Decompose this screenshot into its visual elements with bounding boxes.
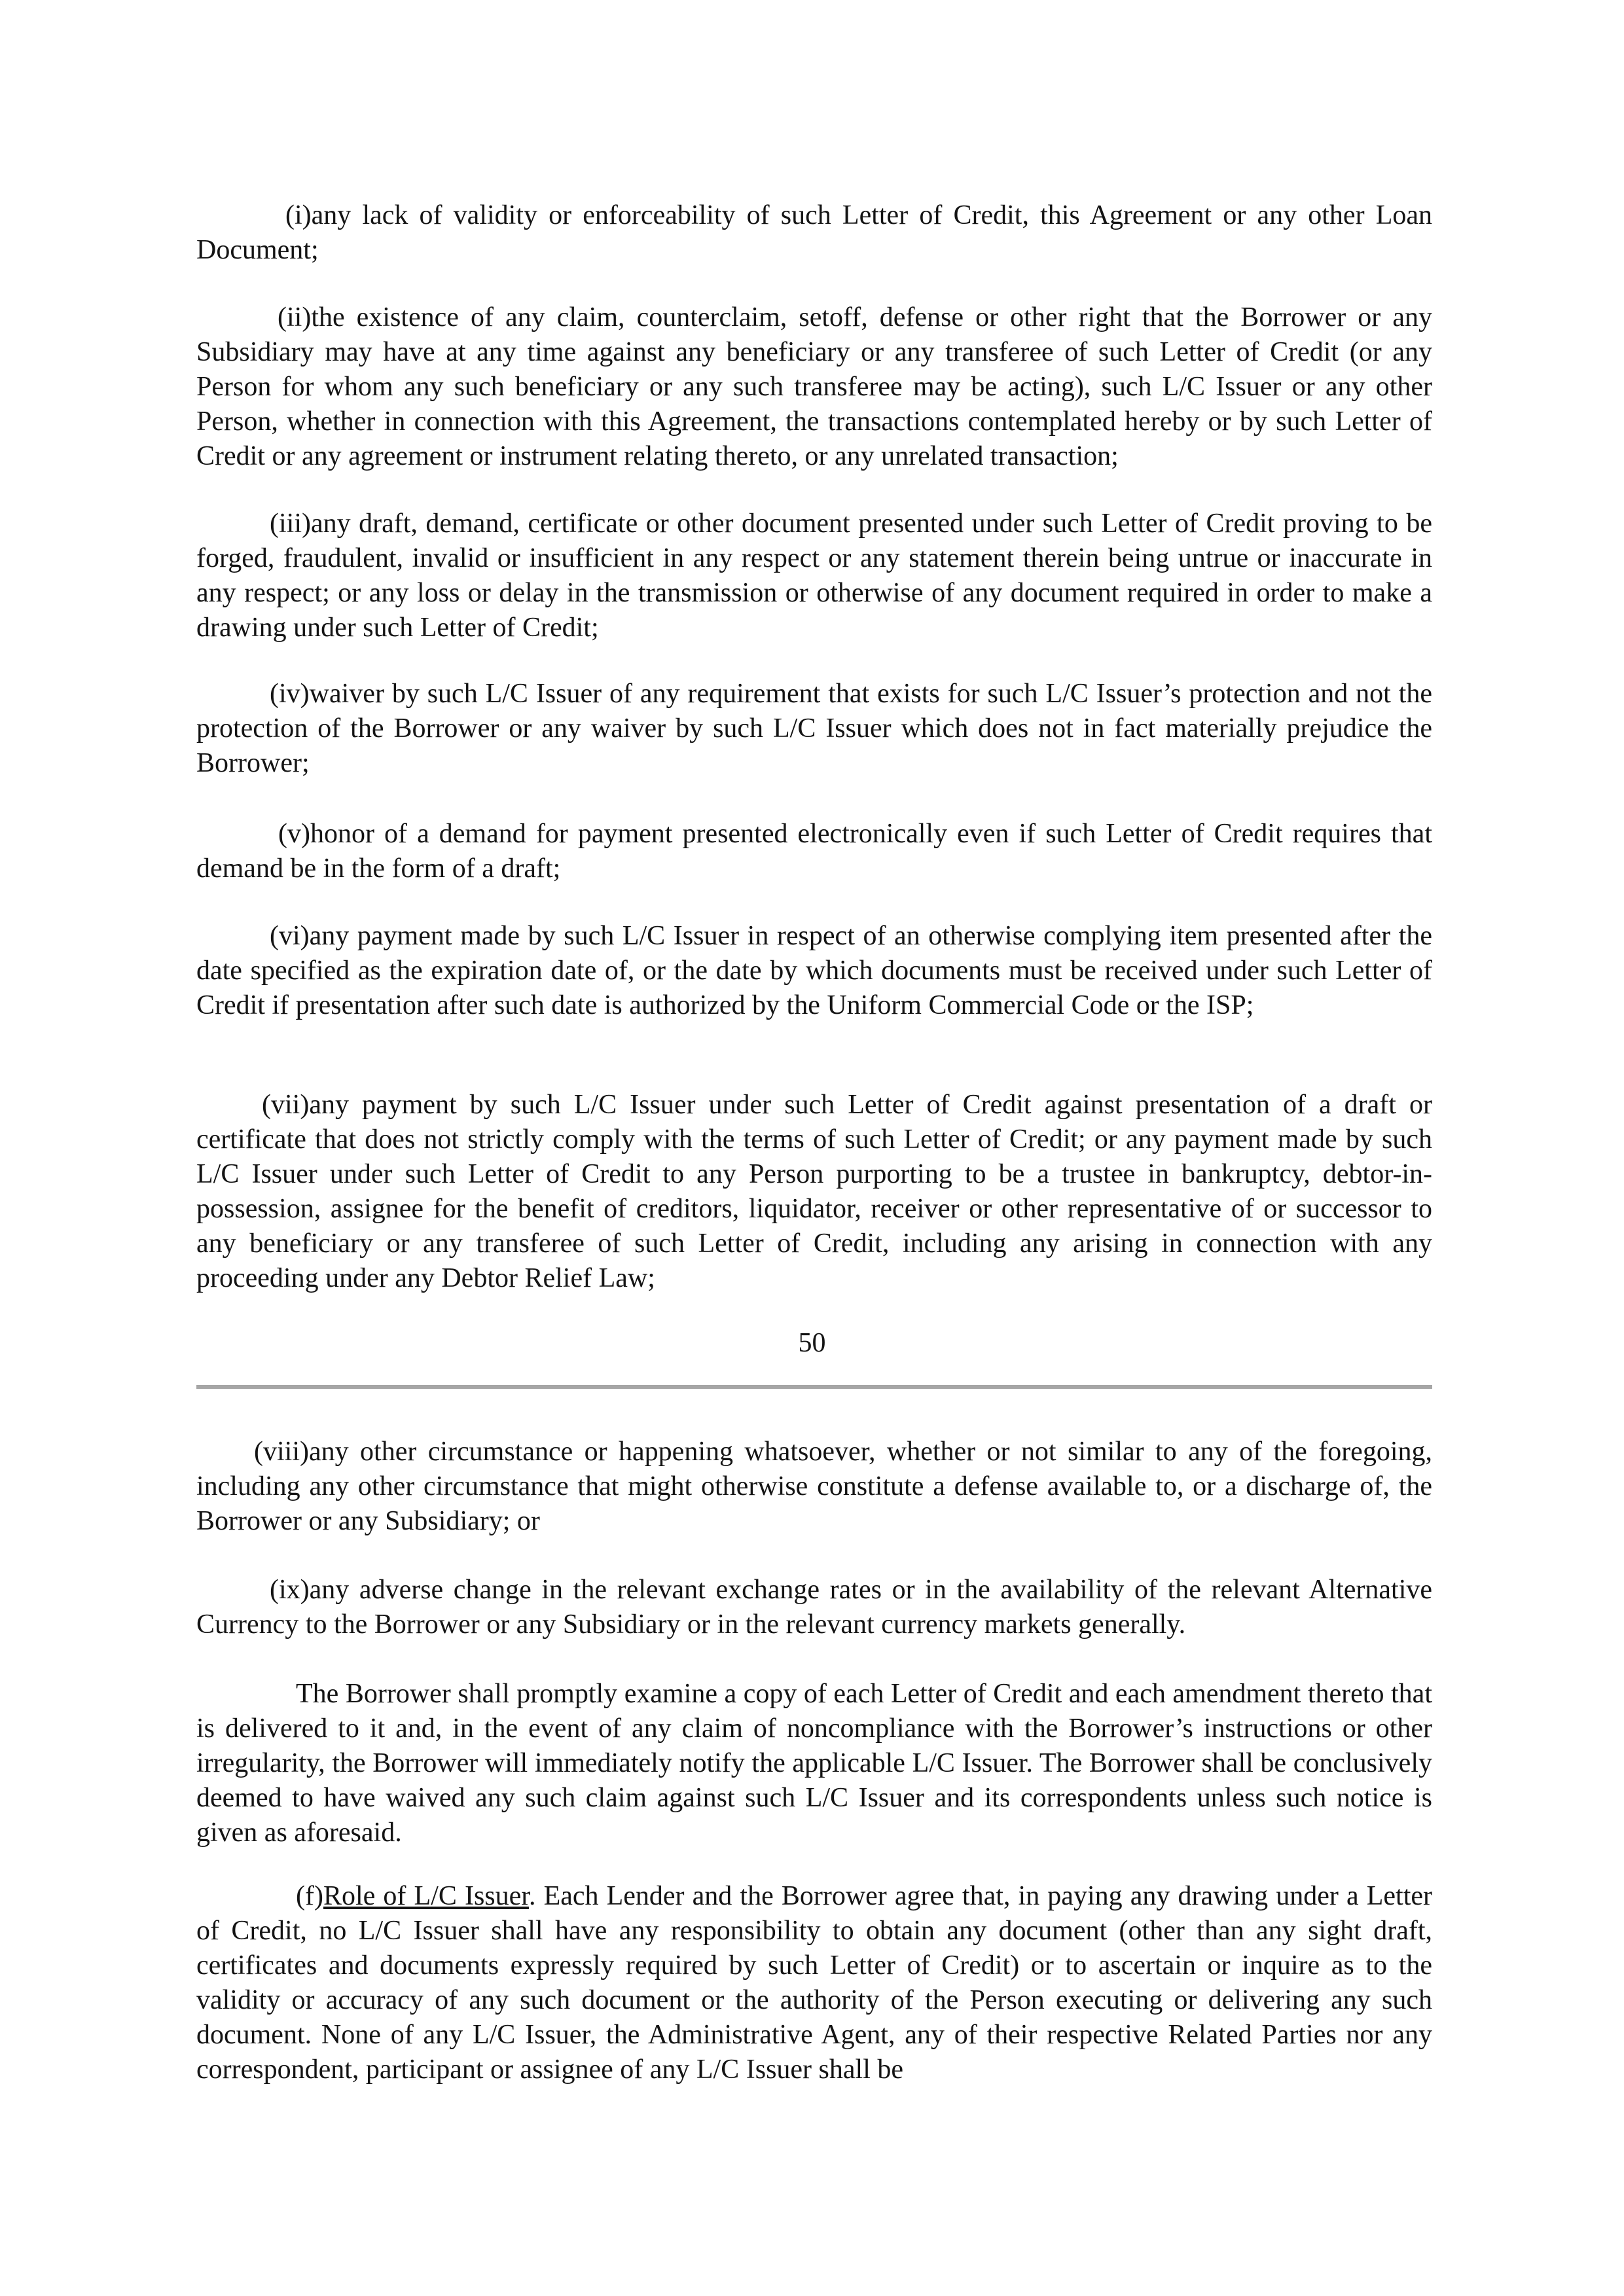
section-text: . Each Lender and the Borrower agree that, in paying any drawing under a Letter of Credit, no L/C Issuer shall have any responsibility to obtain any document (other than any sight draft, certificates and documents expressly required by such Letter of Credit) or to ascertain or inquire as to the validity or accuracy of any such document or the authority of the Person executing or delivering any such document. None of any L/C Issuer, the Administrative Agent, any of their respective Related Parties nor any correspondent, participant or assignee of any L/C Issuer shall be [196, 1881, 1432, 2085]
clause-marker: (viii) [254, 1437, 309, 1467]
clause-text: any adverse change in the relevant exchange rates or in the availability of the relevant Alternative Currency to the Borrower or any Subsidiary or in the relevant currency markets generally. [196, 1575, 1432, 1640]
section-f [196, 1879, 1432, 2087]
section-marker: (f) [296, 1881, 323, 1911]
clause-vi [196, 919, 1432, 1023]
clause-i [196, 198, 1432, 268]
clause-marker: (i) [285, 200, 312, 230]
clause-marker: (iii) [270, 509, 311, 539]
clause-vii [196, 1088, 1432, 1296]
clause-text: the existence of any claim, counterclaim, setoff, defense or other right that the Borrower or any Subsidiary may have at any time against any beneficiary or any transferee of such Letter of Credit (or any Person for whom any such beneficiary or any such transferee may be acting), such L/C Issuer or any other Person, whether in connection with this Agreement, the transactions contemplated hereby or by such Letter of Credit or any agreement or instrument relating thereto, or any unrelated transaction; [196, 302, 1432, 471]
clause-marker: (vii) [262, 1090, 310, 1120]
clause-text: any other circumstance or happening whatsoever, whether or not similar to any of the foregoing, including any other circumstance that might otherwise constitute a defense available to, or a discharge of, the Borrower or any Subsidiary; or [196, 1437, 1432, 1536]
clause-marker: (v) [278, 819, 310, 849]
clause-text: waiver by such L/C Issuer of any requirement that exists for such L/C Issuer’s protection and not the protection of the Borrower or any waiver by such L/C Issuer which does not in fact materially prejudice the Borrower; [196, 679, 1432, 778]
clause-marker: (ii) [278, 302, 312, 332]
page-break-divider [196, 1385, 1432, 1389]
closing-paragraph: The Borrower shall promptly examine a copy of each Letter of Credit and each amendment thereto that is delivered to it and, in the event of any claim of noncompliance with the Borrower’s instructions or other irregularity, the Borrower will immediately notify the applicable L/C Issuer. The Borrower shall be conclusively deemed to have waived any such claim against such L/C Issuer and its correspondents unless such notice is given as aforesaid. [196, 1679, 1432, 1848]
clause-text: any draft, demand, certificate or other document presented under such Letter of Credit proving to be forged, fraudulent, invalid or insufficient in any respect or any statement therein being untrue or inaccurate in any respect; or any loss or delay in the transmission or otherwise of any document required in order to make a drawing under such Letter of Credit; [196, 509, 1432, 643]
clause-text: honor of a demand for payment presented electronically even if such Letter of Credit requires that demand be in the form of a draft; [196, 819, 1432, 884]
clause-text: any lack of validity or enforceability of such Letter of Credit, this Agreement or any other Loan Document; [196, 200, 1432, 265]
section-heading: Role of L/C Issuer [323, 1881, 529, 1911]
clause-viii [196, 1435, 1432, 1539]
clause-iii [196, 507, 1432, 645]
clause-text: any payment by such L/C Issuer under such Letter of Credit against presentation of a draft or certificate that does not strictly comply with the terms of such Letter of Credit; or any payment made by such L/C Issuer under such Letter of Credit to any Person purporting to be a trustee in bankruptcy, debtor-in-possession, assignee for the benefit of creditors, liquidator, receiver or other representative of or successor to any beneficiary or any transferee of such Letter of Credit, including any arising in connection with any proceeding under any Debtor Relief Law; [196, 1090, 1432, 1293]
clause-ix [196, 1573, 1432, 1642]
clause-marker: (vi) [270, 921, 310, 951]
clause-iv [196, 677, 1432, 781]
clause-v [196, 817, 1432, 886]
clause-text: any payment made by such L/C Issuer in respect of an otherwise complying item presented after the date specified as the expiration date of, or the date by which documents must be received under such Letter of Credit if presentation after such date is authorized by the Uniform Commercial Code or the ISP; [196, 921, 1432, 1020]
clause-marker: (iv) [270, 679, 310, 709]
page-number: 50 [798, 1328, 826, 1358]
clause-ii [196, 300, 1432, 474]
clause-marker: (ix) [270, 1575, 310, 1605]
